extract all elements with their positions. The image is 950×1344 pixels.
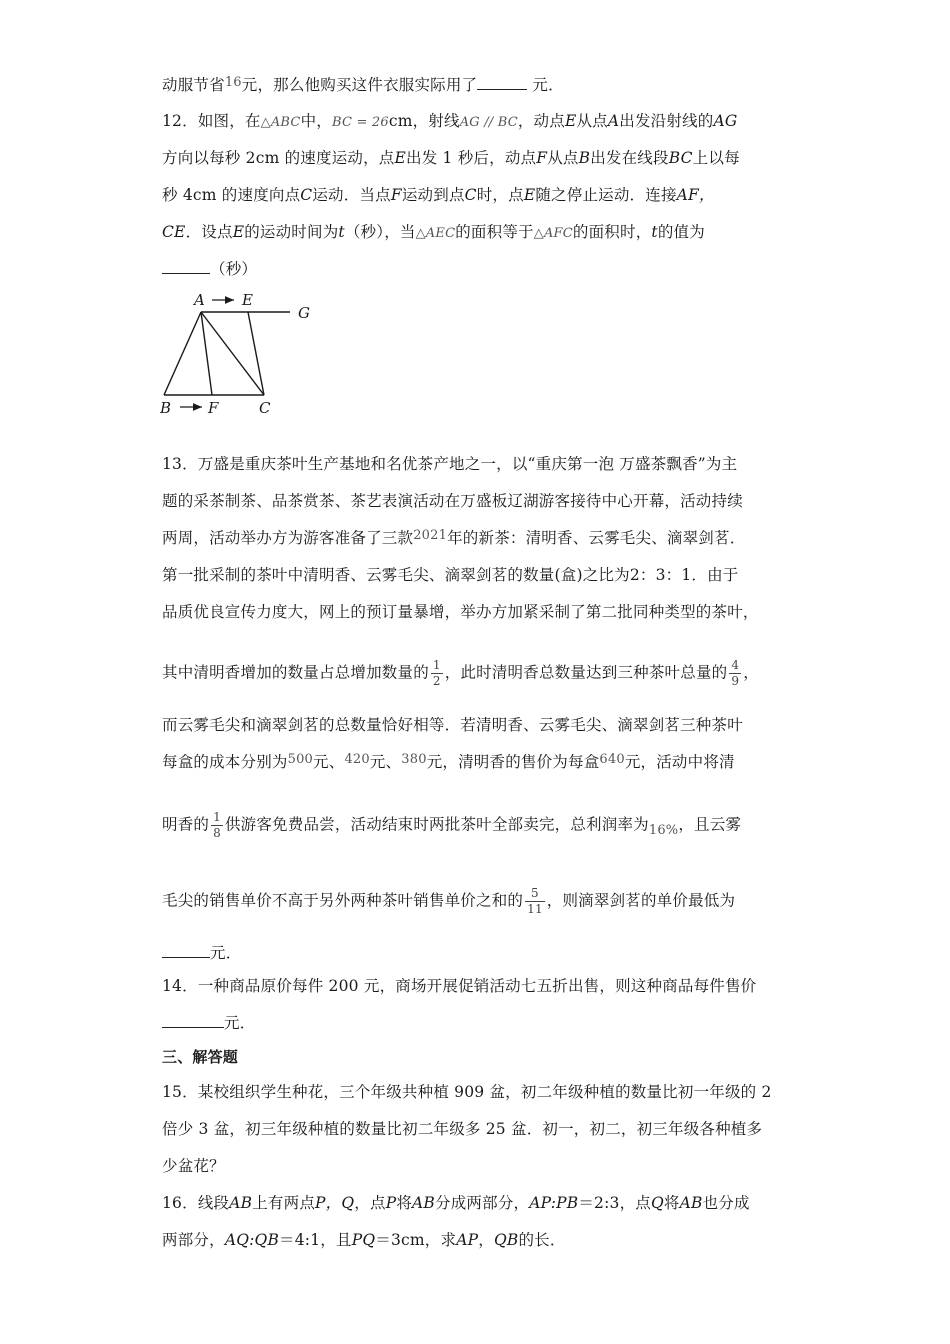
label-g: G	[298, 304, 310, 322]
p13-line-7: 而云雾毛尖和滴翠剑茗的总数量恰好相等．若清明香、云雾毛尖、滴翠剑茗三种茶叶	[162, 716, 743, 734]
fraction-five-elevenths: $\frac{5}{11}$	[527, 886, 543, 916]
answer-blank[interactable]	[162, 259, 210, 274]
p16-line-1: 16．线段AB上有两点P，Q，点P将AB分成两部分，AP:PB＝2:3，点Q将AB也分成	[162, 1194, 750, 1212]
p13-line-11: 元．	[162, 942, 241, 964]
p12-line-3: 秒 4cm 的速度向点C运动．当点F运动到点C时，点E随之停止运动．连接AF，	[162, 186, 715, 204]
p12-line-1: 12．如图，在△ABC中，BC = 26cm，射线AG // BC，动点E从点A出发沿射线的AG	[162, 112, 738, 130]
p13-line-8: 每盒的成本分别为$^{500}$元、$^{420}$元、$^{380}$元，清明香的售价为每盒$^{640}$元，活动中将清	[162, 752, 735, 771]
p15-line-3: 少盆花？	[162, 1157, 225, 1175]
p11-line: 动服节省$^{16}$元，那么他购买这件衣服实际用了 元．	[162, 75, 564, 94]
answer-blank[interactable]	[162, 943, 210, 958]
fraction-one-eighth: $\frac{1}{8}$	[213, 810, 221, 840]
label-a: A	[194, 291, 205, 309]
p13-line-2: 题的采茶制茶、品茶赏茶、茶艺表演活动在万盛板辽湖游客接待中心开幕，活动持续	[162, 492, 743, 510]
fraction-one-half: $\frac{1}{2}$	[432, 658, 441, 688]
answer-blank[interactable]	[162, 1013, 224, 1028]
segment-ec	[248, 312, 264, 395]
p13-line-5: 品质优良宣传力度大，网上的预订量暴增，举办方加紧采制了第二批同种类型的茶叶，	[162, 603, 759, 621]
p12-line-2: 方向以每秒 2cm 的速度运动，点E出发 1 秒后，动点F从点B出发在线段BC上以每	[162, 149, 740, 167]
p15-line-1: 15．某校组织学生种花，三个年级共种植 909 盆，初二年级种植的数量比初一年级的 2	[162, 1083, 772, 1101]
p12-line-5: （秒）	[162, 258, 257, 280]
segment-ab	[164, 312, 201, 395]
p15-line-2: 倍少 3 盆，初三年级种植的数量比初二年级多 25 盆．初一，初二，初三年级各种植多	[162, 1120, 763, 1138]
label-c: C	[259, 399, 271, 417]
p14-line-2: 元．	[162, 1012, 255, 1034]
p13-line-4: 第一批采制的茶叶中清明香、云雾毛尖、滴翠剑茗的数量(盒)之比为2：3：1．由于	[162, 566, 739, 584]
fraction-four-ninths: $\frac{4}{9}$	[731, 658, 740, 688]
answer-blank[interactable]	[477, 75, 527, 90]
p13-line-3: 两周，活动举办方为游客准备了三款$^{2021}$年的新茶：清明香、云雾毛尖、滴翠剑茗．	[162, 528, 746, 547]
label-f: F	[208, 399, 219, 417]
label-b: B	[160, 399, 172, 417]
p13-line-10: 毛尖的销售单价不高于另外两种茶叶销售单价之和的 $\frac{5}{11}$ ，则滴翠剑茗的单价最低为	[162, 886, 736, 916]
geometry-figure	[160, 290, 330, 420]
p16-line-2: 两部分，AQ:QB＝4:1，且PQ＝3cm，求AP，QB的长．	[162, 1231, 566, 1249]
section-heading: 三、解答题	[162, 1048, 239, 1066]
p13-line-9: 明香的 $\frac{1}{8}$ 供游客免费品尝，活动结束时两批茶叶全部卖完，总利润率为$_{16\%}$，且云雾	[162, 810, 742, 840]
p13-line-1: 13．万盛是重庆茶叶生产基地和名优茶产地之一，以“重庆第一泡 万盛茶飘香”为主	[162, 455, 738, 473]
p13-line-6: 其中清明香增加的数量占总增加数量的 $\frac{1}{2}$ ，此时清明香总数量达到三种茶叶总量的 $\frac{4}{9}$ ，	[162, 658, 759, 688]
label-e: E	[242, 291, 253, 309]
p12-line-4: CE．设点E的运动时间为t（秒），当△AEC的面积等于△AFC的面积时，t的值为	[162, 223, 705, 241]
p14-line-1: 14．一种商品原价每件 200 元，商场开展促销活动七五折出售，则这种商品每件售价	[162, 977, 757, 995]
